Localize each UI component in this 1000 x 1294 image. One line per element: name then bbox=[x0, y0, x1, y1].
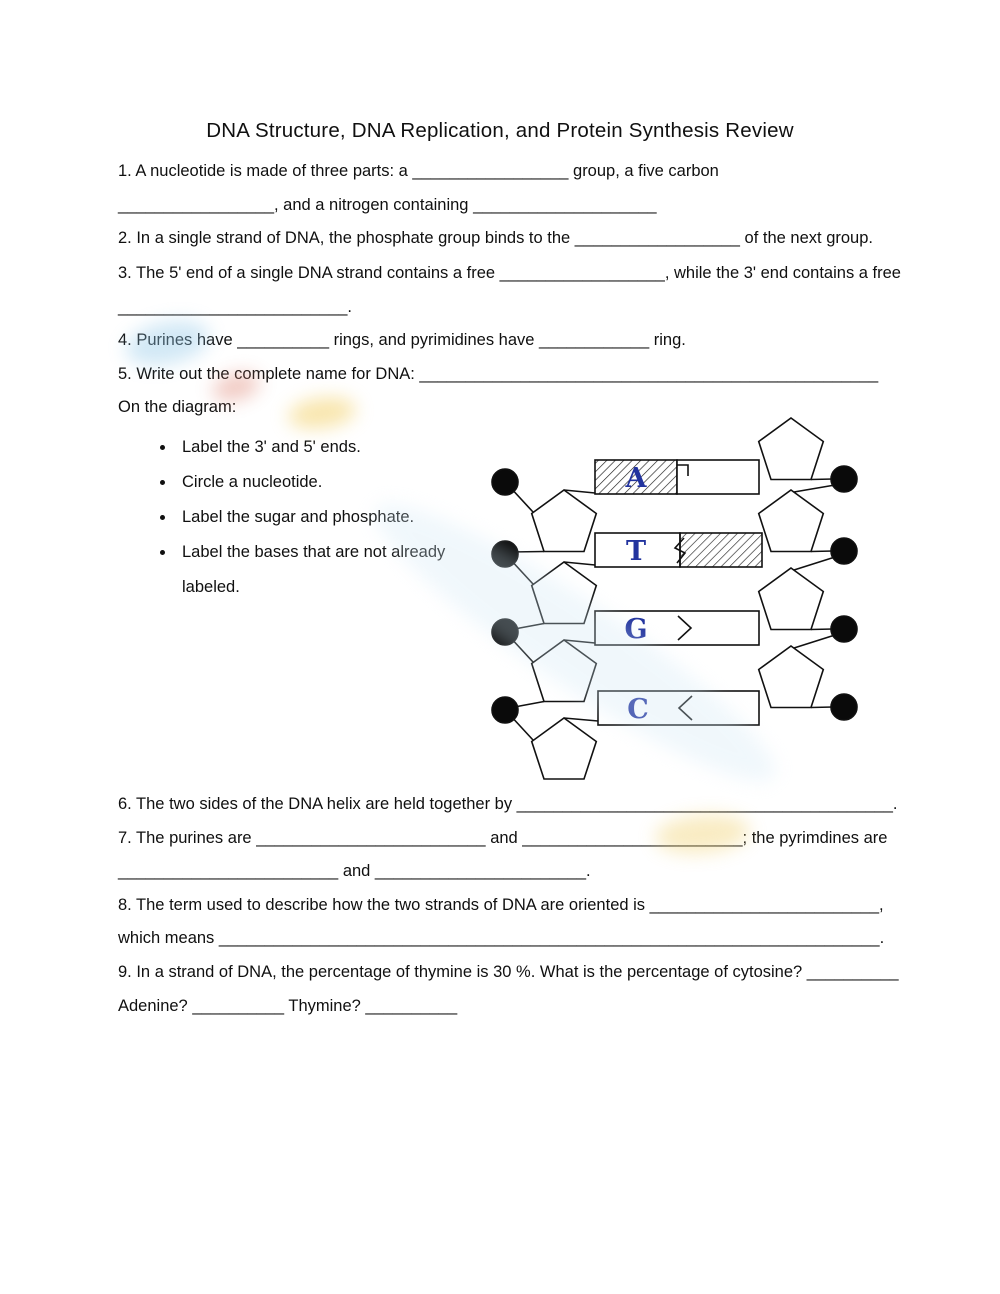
sugar-pentagon bbox=[759, 568, 824, 630]
base-letter-C: C bbox=[627, 694, 649, 725]
sugar-pentagon bbox=[532, 562, 597, 624]
phosphate-circle bbox=[831, 616, 857, 642]
base-pair-rung-G bbox=[595, 611, 759, 645]
sugar-pentagon bbox=[759, 418, 824, 480]
sugar-pentagon bbox=[759, 490, 824, 552]
left-backbone bbox=[509, 486, 598, 779]
base-letter-G: G bbox=[624, 614, 648, 645]
watermark-blob-yellow bbox=[286, 393, 358, 432]
question-5: 5. Write out the complete name for DNA: __________________________________________________ bbox=[118, 365, 879, 383]
question-9-line-2: Adenine? __________ Thymine? __________ bbox=[118, 997, 458, 1015]
diagram-instruction: • Circle a nucleotide. bbox=[176, 465, 468, 500]
diagram-instruction: • Label the bases that are not already labeled. bbox=[176, 535, 468, 605]
sugar-pentagon bbox=[532, 640, 597, 702]
phosphate-circle bbox=[492, 469, 518, 495]
question-6: 6. The two sides of the DNA helix are held together by _________________________________________. bbox=[118, 795, 898, 813]
sugar-pentagon bbox=[532, 490, 597, 552]
sugar-pentagon bbox=[532, 718, 597, 779]
diagram-instruction: • Label the 3' and 5' ends. bbox=[176, 430, 468, 465]
diagram-instructions bbox=[150, 430, 468, 605]
base-pair-rung-C bbox=[598, 691, 759, 725]
question-1-line-2: _________________, and a nitrogen containing ____________________ bbox=[118, 196, 657, 214]
question-9-line-1: 9. In a strand of DNA, the percentage of thymine is 30 %. What is the percentage of cytosine? __________ bbox=[118, 963, 899, 981]
base-letters bbox=[624, 463, 648, 725]
question-3-line-1: 3. The 5' end of a single DNA strand contains a free __________________, while the 3' end contains a free bbox=[118, 264, 901, 282]
question-1-line-1: 1. A nucleotide is made of three parts: a _________________ group, a five carbon bbox=[118, 162, 719, 180]
question-4: 4. Purines have __________ rings, and pyrimidines have ____________ ring. bbox=[118, 331, 686, 349]
question-7-line-1: 7. The purines are _________________________ and ________________________; the pyrimdines are bbox=[118, 829, 888, 847]
dna-diagram bbox=[478, 402, 878, 785]
phosphate-circle bbox=[831, 538, 857, 564]
question-3-line-2: _________________________. bbox=[118, 298, 352, 316]
phosphate-circle bbox=[492, 619, 518, 645]
question-2: 2. In a single strand of DNA, the phosphate group binds to the __________________ of the next group. bbox=[118, 229, 873, 247]
question-7-line-2: ________________________ and _______________________. bbox=[118, 862, 591, 880]
on-the-diagram-label: On the diagram: bbox=[118, 398, 237, 416]
base-pair-rung-T bbox=[595, 533, 762, 567]
sugar-pentagon bbox=[759, 646, 824, 708]
phosphate-circle bbox=[831, 694, 857, 720]
base-letter-A: A bbox=[625, 463, 647, 494]
question-8-line-1: 8. The term used to describe how the two strands of DNA are oriented is _________________________, bbox=[118, 896, 884, 914]
phosphate-circle bbox=[492, 541, 518, 567]
base-letter-T: T bbox=[625, 536, 647, 567]
base-pair-rung-A bbox=[595, 460, 759, 494]
diagram-instruction: • Label the sugar and phosphate. bbox=[176, 500, 468, 535]
question-8-line-2: which means ________________________________________________________________________. bbox=[118, 929, 885, 947]
right-backbone bbox=[759, 418, 835, 708]
phosphate-circle bbox=[492, 697, 518, 723]
page-title: DNA Structure, DNA Replication, and Protein Synthesis Review bbox=[206, 119, 794, 142]
phosphate-circle bbox=[831, 466, 857, 492]
